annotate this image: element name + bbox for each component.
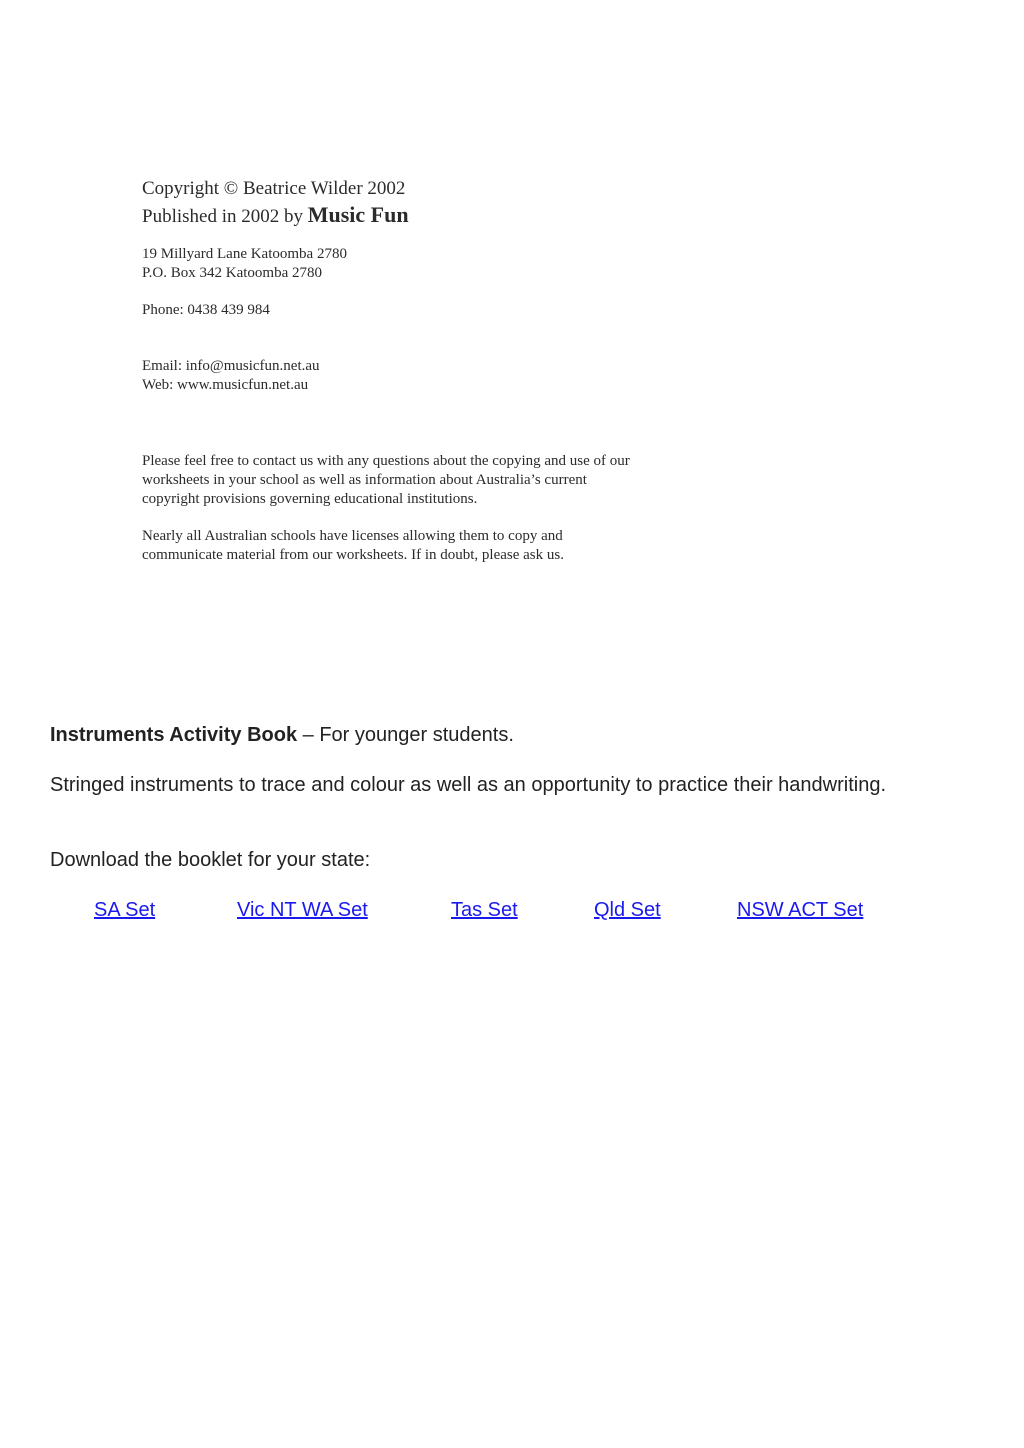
licence-notice-line: communicate material from our worksheets. If in doubt, please ask us. — [142, 547, 564, 563]
book-subtitle: – For younger students. — [297, 724, 514, 746]
phone-number: Phone: 0438 439 984 — [142, 302, 270, 318]
online-contact-block — [142, 357, 762, 395]
download-link-vic-nt-wa[interactable]: Vic NT WA Set — [237, 899, 368, 921]
brand-name: Music Fun — [307, 202, 409, 227]
address-block — [142, 245, 762, 283]
contact-notice-line: copyright provisions governing educational institutions. — [142, 491, 478, 507]
download-link-sa[interactable]: SA Set — [94, 899, 156, 921]
book-title: Instruments Activity Book — [50, 724, 298, 746]
published-line — [142, 202, 762, 230]
book-section — [50, 722, 1000, 873]
email-address: Email: info@musicfun.net.au — [142, 358, 320, 374]
download-prompt: Download the booklet for your state: — [50, 849, 371, 871]
contact-notice-line: worksheets in your school as well as information about Australia’s current — [142, 472, 587, 488]
contact-notice-line: Please feel free to contact us with any questions about the copying and use of our — [142, 453, 630, 469]
download-link-qld[interactable]: Qld Set — [594, 899, 661, 921]
licence-notice-line: Nearly all Australian schools have licenses allowing them to copy and — [142, 528, 563, 544]
book-heading — [50, 722, 1000, 748]
address-line-1: 19 Millyard Lane Katoomba 2780 — [142, 246, 347, 262]
download-link-nsw-act[interactable]: NSW ACT Set — [737, 899, 864, 921]
download-link-tas[interactable]: Tas Set — [451, 899, 518, 921]
publisher-info — [142, 176, 762, 565]
book-description: Stringed instruments to trace and colour as well as an opportunity to practice their handwriting. — [50, 774, 886, 796]
licence-notice — [142, 527, 762, 565]
address-line-2: P.O. Box 342 Katoomba 2780 — [142, 265, 322, 281]
copyright-line: Copyright © Beatrice Wilder 2002 — [142, 178, 406, 199]
contact-notice — [142, 452, 762, 509]
published-prefix: Published in 2002 by — [142, 206, 308, 227]
download-links — [0, 897, 1024, 925]
web-address: Web: www.musicfun.net.au — [142, 377, 309, 393]
